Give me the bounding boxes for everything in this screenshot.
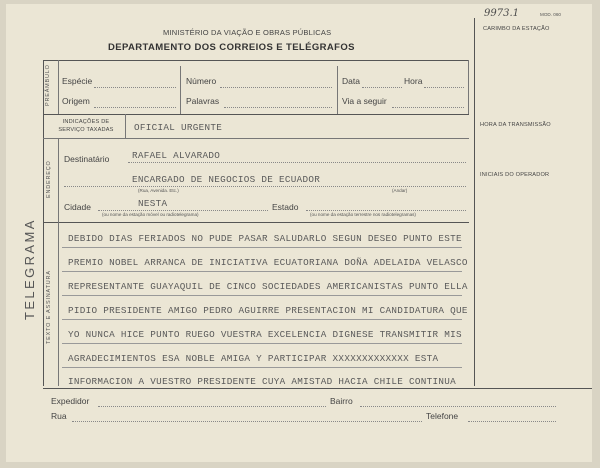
estado-hint: (ou nome da estação terrestre nos radiotelegramas)	[310, 212, 416, 217]
cidade-value: NESTA	[138, 198, 168, 209]
andar-hint: (Andar)	[392, 188, 408, 193]
via-field[interactable]	[392, 107, 464, 108]
message-line-2: PREMIO NOBEL ARRANCA DE INICIATIVA ECUATORIANA DOÑA ADELAIDA VELASCO	[68, 257, 468, 268]
hora-field[interactable]	[424, 87, 464, 88]
text-bottom-line	[43, 388, 592, 389]
especie-field[interactable]	[94, 87, 176, 88]
estado-field[interactable]	[306, 210, 466, 211]
address-side-label: ENDEREÇO	[46, 160, 52, 198]
form-code: MOD. 060	[540, 12, 561, 17]
service-value: OFICIAL URGENTE	[134, 122, 223, 133]
cidade-field[interactable]	[98, 210, 268, 211]
numero-label: Número	[186, 76, 217, 86]
message-line-3: REPRESENTANTE GUAYAQUIL DE CINCO SOCIEDADES AMERICANISTAS PUNTO ELLA	[68, 281, 468, 292]
message-rule-4	[62, 319, 462, 320]
ministry-title: MINISTÉRIO DA VIAÇÃO E OBRAS PÚBLICAS	[163, 28, 332, 37]
preamble-right-border	[468, 60, 469, 114]
destinatario-label: Destinatário	[64, 154, 110, 164]
cidade-label: Cidade	[64, 202, 91, 212]
department-title: DEPARTAMENTO DOS CORREIOS E TELÉGRAFOS	[108, 42, 355, 53]
operator-initials-label: INICIAIS DO OPERADOR	[480, 172, 550, 178]
rua-hint: (Rua, Avenida. Etc.)	[138, 188, 179, 193]
bairro-field[interactable]	[360, 406, 556, 407]
message-rule-1	[62, 247, 462, 248]
expedidor-label: Expedidor	[51, 396, 90, 406]
bairro-label: Bairro	[330, 396, 353, 406]
address-inner-border	[58, 138, 59, 222]
message-line-1: DEBIDO DIAS FERIADOS NO PUDE PASAR SALUDARLO SEGUN DESEO PUNTO ESTE	[68, 233, 462, 244]
address-bottom-line	[43, 222, 469, 223]
preamble-side-label: PREÂMBULO	[45, 64, 51, 106]
reference-number: 9973.1	[484, 8, 519, 19]
message-line-6: AGRADECIMIENTOS ESA NOBLE AMIGA Y PARTICIPAR XXXXXXXXXXXXX ESTA	[68, 353, 439, 364]
right-column-divider	[474, 18, 475, 386]
preamble-divider-2	[337, 66, 338, 114]
destinatario-line[interactable]	[128, 162, 466, 163]
preamble-top-line	[43, 60, 469, 61]
origem-field[interactable]	[94, 107, 176, 108]
recipient-line-2: ENCARGADO DE NEGOCIOS DE ECUADOR	[132, 174, 321, 185]
telegram-form	[6, 4, 592, 462]
message-rule-5	[62, 343, 462, 344]
hora-label: Hora	[404, 76, 423, 86]
palavras-label: Palavras	[186, 96, 220, 106]
recipient-name: RAFAEL ALVARADO	[132, 150, 221, 161]
text-inner-border	[58, 222, 59, 386]
telefone-label: Telefone	[426, 411, 459, 421]
station-stamp-label: CARIMBO DA ESTAÇÃO	[483, 26, 550, 32]
message-rule-3	[62, 295, 462, 296]
palavras-field[interactable]	[224, 107, 332, 108]
message-rule-6	[62, 367, 462, 368]
telegram-title: TELEGRAMA	[22, 218, 37, 320]
origem-label: Origem	[62, 96, 90, 106]
preamble-inner-border	[58, 60, 59, 114]
service-label: INDICAÇÕES DE SERVIÇO TAXADAS	[58, 119, 114, 133]
especie-label: Espécie	[62, 76, 93, 86]
data-field[interactable]	[362, 87, 402, 88]
message-rule-2	[62, 271, 462, 272]
message-line-4: PIDIO PRESIDENTE AMIGO PEDRO AGUIRRE PRESENTACION MI CANDIDATURA QUE	[68, 305, 468, 316]
rua-field[interactable]	[72, 421, 422, 422]
expedidor-field[interactable]	[98, 406, 326, 407]
left-border	[43, 60, 44, 386]
service-bottom-line	[43, 138, 469, 139]
preamble-divider-1	[180, 66, 181, 114]
message-line-7: INFORMACION A VUESTRO PRESIDENTE CUYA AMISTAD HACIA CHILE CONTINUA	[68, 376, 457, 387]
preamble-bottom-line	[43, 114, 469, 115]
numero-field[interactable]	[220, 87, 332, 88]
cidade-hint: (ou nome da estação móvel ou radiotelegrama)	[102, 212, 199, 217]
rua-label: Rua	[51, 411, 67, 421]
data-label: Data	[342, 76, 360, 86]
transmission-time-label: HORA DA TRANSMISSÃO	[480, 122, 551, 128]
telefone-field[interactable]	[468, 421, 556, 422]
estado-label: Estado	[272, 202, 299, 212]
street-line[interactable]	[64, 186, 466, 187]
text-side-label: TEXTO E ASSINATURA	[46, 270, 52, 344]
message-line-5: YO NUNCA HICE PUNTO RUEGO VUESTRA EXCELENCIA DIGNESE TRANSMITIR MIS	[68, 329, 462, 340]
service-divider	[125, 114, 126, 138]
via-label: Via a seguir	[342, 96, 387, 106]
